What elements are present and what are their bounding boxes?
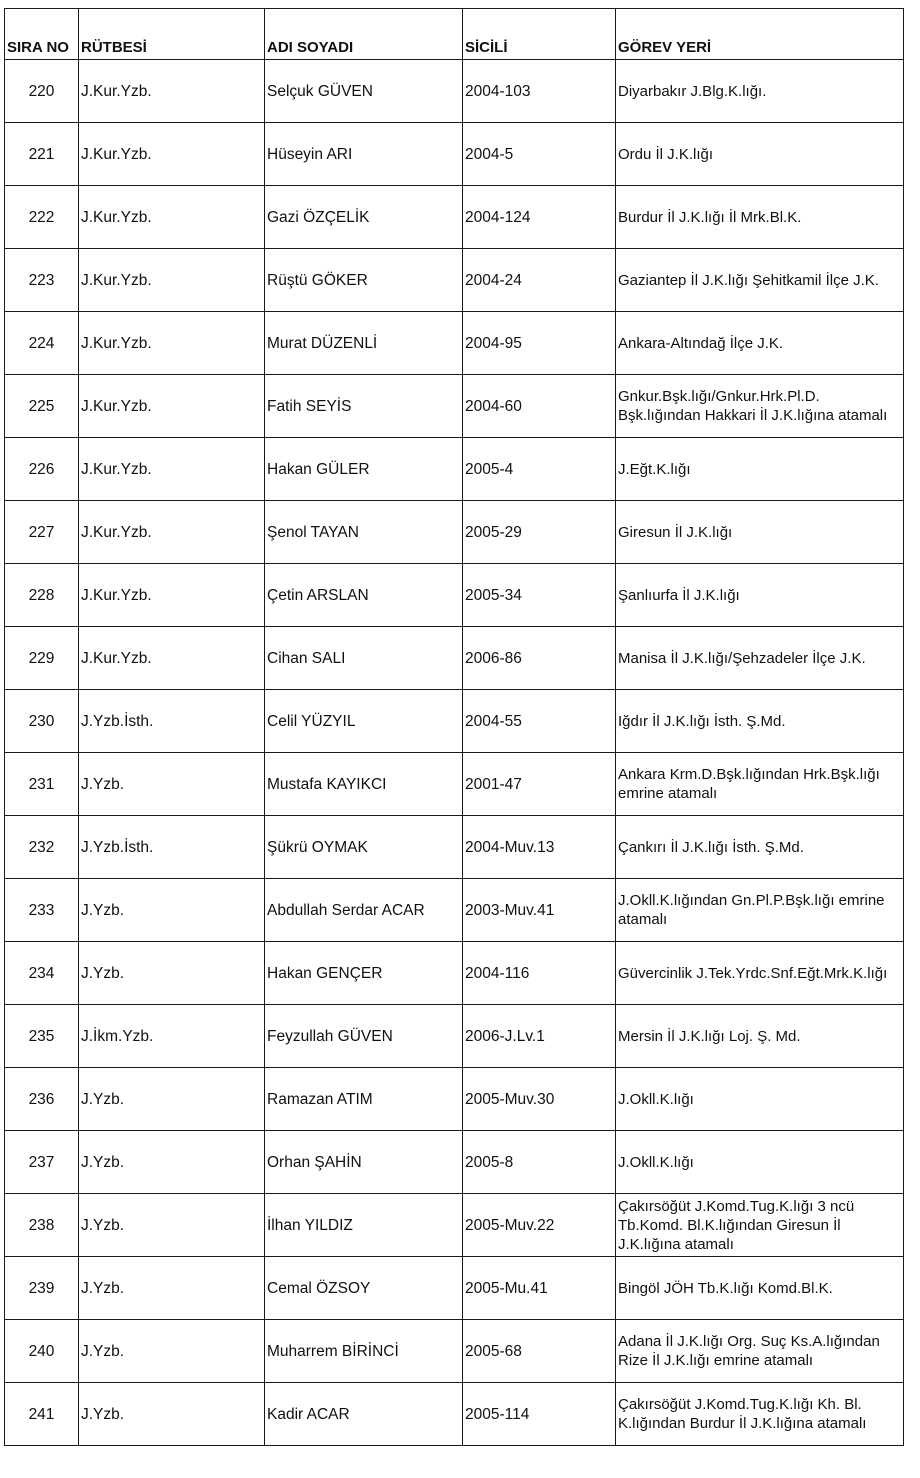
table-row: [5, 753, 904, 816]
personnel-table: [4, 8, 904, 1446]
cell-no: 229: [5, 627, 79, 690]
cell-no: 233: [5, 879, 79, 942]
table-row: [5, 1257, 904, 1320]
cell-duty: Şanlıurfa İl J.K.lığı: [616, 564, 904, 627]
cell-registry: 2005-68: [463, 1320, 616, 1383]
cell-name: Şükrü OYMAK: [265, 816, 463, 879]
cell-registry: 2005-4: [463, 438, 616, 501]
table-row: [5, 60, 904, 123]
header-rank: RÜTBESİ: [79, 9, 265, 60]
cell-rank: J.Kur.Yzb.: [79, 627, 265, 690]
cell-rank: J.Yzb.İsth.: [79, 690, 265, 753]
cell-no: 221: [5, 123, 79, 186]
cell-duty: Ordu İl J.K.lığı: [616, 123, 904, 186]
cell-registry: 2004-5: [463, 123, 616, 186]
cell-registry: 2005-Muv.30: [463, 1068, 616, 1131]
cell-registry: 2003-Muv.41: [463, 879, 616, 942]
cell-duty: J.Eğt.K.lığı: [616, 438, 904, 501]
cell-name: Abdullah Serdar ACAR: [265, 879, 463, 942]
header-duty: GÖREV YERİ: [616, 9, 904, 60]
cell-duty: Adana İl J.K.lığı Org. Suç Ks.A.lığından Rize İl J.K.lığı emrine atamalı: [616, 1320, 904, 1383]
header-no: SIRA NO: [5, 9, 79, 60]
cell-duty: Gnkur.Bşk.lığı/Gnkur.Hrk.Pl.D. Bşk.lığından Hakkari İl J.K.lığına atamalı: [616, 375, 904, 438]
table-row: [5, 816, 904, 879]
cell-rank: J.Kur.Yzb.: [79, 249, 265, 312]
table-row: [5, 249, 904, 312]
cell-no: 225: [5, 375, 79, 438]
table-row: [5, 942, 904, 1005]
cell-registry: 2004-60: [463, 375, 616, 438]
cell-no: 224: [5, 312, 79, 375]
cell-duty: Gaziantep İl J.K.lığı Şehitkamil İlçe J.K.: [616, 249, 904, 312]
cell-name: Hakan GÜLER: [265, 438, 463, 501]
cell-duty: Iğdır İl J.K.lığı İsth. Ş.Md.: [616, 690, 904, 753]
cell-name: Gazi ÖZÇELİK: [265, 186, 463, 249]
table-row: [5, 1194, 904, 1257]
cell-name: Orhan ŞAHİN: [265, 1131, 463, 1194]
cell-registry: 2005-114: [463, 1383, 616, 1446]
cell-rank: J.İkm.Yzb.: [79, 1005, 265, 1068]
cell-no: 227: [5, 501, 79, 564]
cell-registry: 2004-95: [463, 312, 616, 375]
cell-registry: 2004-Muv.13: [463, 816, 616, 879]
table-row: [5, 186, 904, 249]
cell-duty: J.Okll.K.lığı: [616, 1068, 904, 1131]
table-row: [5, 879, 904, 942]
cell-rank: J.Kur.Yzb.: [79, 375, 265, 438]
cell-rank: J.Yzb.: [79, 879, 265, 942]
cell-registry: 2005-8: [463, 1131, 616, 1194]
header-row: [5, 9, 904, 60]
table-row: [5, 312, 904, 375]
cell-registry: 2006-86: [463, 627, 616, 690]
cell-name: Hüseyin ARI: [265, 123, 463, 186]
cell-name: Muharrem BİRİNCİ: [265, 1320, 463, 1383]
cell-no: 234: [5, 942, 79, 1005]
table-row: [5, 438, 904, 501]
cell-name: Hakan GENÇER: [265, 942, 463, 1005]
cell-no: 240: [5, 1320, 79, 1383]
cell-name: Kadir ACAR: [265, 1383, 463, 1446]
cell-name: Şenol TAYAN: [265, 501, 463, 564]
cell-registry: 2005-Muv.22: [463, 1194, 616, 1257]
cell-rank: J.Kur.Yzb.: [79, 123, 265, 186]
cell-no: 238: [5, 1194, 79, 1257]
cell-rank: J.Kur.Yzb.: [79, 501, 265, 564]
cell-duty: J.Okll.K.lığı: [616, 1131, 904, 1194]
cell-no: 236: [5, 1068, 79, 1131]
cell-registry: 2006-J.Lv.1: [463, 1005, 616, 1068]
cell-no: 239: [5, 1257, 79, 1320]
cell-name: Murat DÜZENLİ: [265, 312, 463, 375]
cell-name: Çetin ARSLAN: [265, 564, 463, 627]
cell-registry: 2005-34: [463, 564, 616, 627]
cell-registry: 2004-116: [463, 942, 616, 1005]
cell-registry: 2004-103: [463, 60, 616, 123]
cell-registry: 2001-47: [463, 753, 616, 816]
cell-duty: Ankara-Altındağ İlçe J.K.: [616, 312, 904, 375]
cell-registry: 2005-29: [463, 501, 616, 564]
cell-duty: Diyarbakır J.Blg.K.lığı.: [616, 60, 904, 123]
cell-name: Ramazan ATIM: [265, 1068, 463, 1131]
cell-registry: 2004-55: [463, 690, 616, 753]
cell-registry: 2005-Mu.41: [463, 1257, 616, 1320]
cell-duty: Burdur İl J.K.lığı İl Mrk.Bl.K.: [616, 186, 904, 249]
cell-no: 232: [5, 816, 79, 879]
cell-rank: J.Yzb.: [79, 1068, 265, 1131]
cell-rank: J.Kur.Yzb.: [79, 60, 265, 123]
table-row: [5, 1131, 904, 1194]
cell-rank: J.Yzb.: [79, 1257, 265, 1320]
cell-duty: Güvercinlik J.Tek.Yrdc.Snf.Eğt.Mrk.K.lığı: [616, 942, 904, 1005]
cell-name: Rüştü GÖKER: [265, 249, 463, 312]
table-row: [5, 1068, 904, 1131]
cell-no: 235: [5, 1005, 79, 1068]
cell-registry: 2004-24: [463, 249, 616, 312]
cell-name: Mustafa KAYIKCI: [265, 753, 463, 816]
cell-name: Fatih SEYİS: [265, 375, 463, 438]
table-row: [5, 690, 904, 753]
cell-rank: J.Kur.Yzb.: [79, 186, 265, 249]
cell-name: Selçuk GÜVEN: [265, 60, 463, 123]
table-row: [5, 627, 904, 690]
cell-no: 241: [5, 1383, 79, 1446]
cell-rank: J.Kur.Yzb.: [79, 564, 265, 627]
cell-rank: J.Kur.Yzb.: [79, 312, 265, 375]
header-registry: SİCİLİ: [463, 9, 616, 60]
cell-no: 223: [5, 249, 79, 312]
table-row: [5, 1320, 904, 1383]
cell-name: Cihan SALI: [265, 627, 463, 690]
cell-duty: Çakırsöğüt J.Komd.Tug.K.lığı 3 ncü Tb.Komd. Bl.K.lığından Giresun İl J.K.lığına atamalı: [616, 1194, 904, 1257]
cell-duty: J.Okll.K.lığından Gn.Pl.P.Bşk.lığı emrine atamalı: [616, 879, 904, 942]
cell-no: 228: [5, 564, 79, 627]
table-row: [5, 1005, 904, 1068]
cell-duty: Çankırı İl J.K.lığı İsth. Ş.Md.: [616, 816, 904, 879]
cell-name: Celil YÜZYIL: [265, 690, 463, 753]
cell-no: 230: [5, 690, 79, 753]
table-row: [5, 564, 904, 627]
cell-no: 231: [5, 753, 79, 816]
table-row: [5, 123, 904, 186]
cell-rank: J.Yzb.: [79, 1320, 265, 1383]
cell-name: Feyzullah GÜVEN: [265, 1005, 463, 1068]
cell-duty: Mersin İl J.K.lığı Loj. Ş. Md.: [616, 1005, 904, 1068]
cell-name: Cemal ÖZSOY: [265, 1257, 463, 1320]
cell-no: 226: [5, 438, 79, 501]
cell-duty: Giresun İl J.K.lığı: [616, 501, 904, 564]
cell-registry: 2004-124: [463, 186, 616, 249]
header-name: ADI SOYADI: [265, 9, 463, 60]
cell-rank: J.Yzb.İsth.: [79, 816, 265, 879]
cell-no: 220: [5, 60, 79, 123]
cell-no: 222: [5, 186, 79, 249]
table-row: [5, 501, 904, 564]
cell-rank: J.Yzb.: [79, 1194, 265, 1257]
cell-duty: Bingöl JÖH Tb.K.lığı Komd.Bl.K.: [616, 1257, 904, 1320]
cell-duty: Manisa İl J.K.lığı/Şehzadeler İlçe J.K.: [616, 627, 904, 690]
cell-duty: Çakırsöğüt J.Komd.Tug.K.lığı Kh. Bl. K.lığından Burdur İl J.K.lığına atamalı: [616, 1383, 904, 1446]
cell-rank: J.Yzb.: [79, 1383, 265, 1446]
table-body: [5, 60, 904, 1446]
cell-rank: J.Yzb.: [79, 753, 265, 816]
cell-duty: Ankara Krm.D.Bşk.lığından Hrk.Bşk.lığı emrine atamalı: [616, 753, 904, 816]
table-row: [5, 1383, 904, 1446]
cell-rank: J.Yzb.: [79, 1131, 265, 1194]
table-row: [5, 375, 904, 438]
cell-rank: J.Kur.Yzb.: [79, 438, 265, 501]
cell-name: İlhan YILDIZ: [265, 1194, 463, 1257]
cell-rank: J.Yzb.: [79, 942, 265, 1005]
cell-no: 237: [5, 1131, 79, 1194]
